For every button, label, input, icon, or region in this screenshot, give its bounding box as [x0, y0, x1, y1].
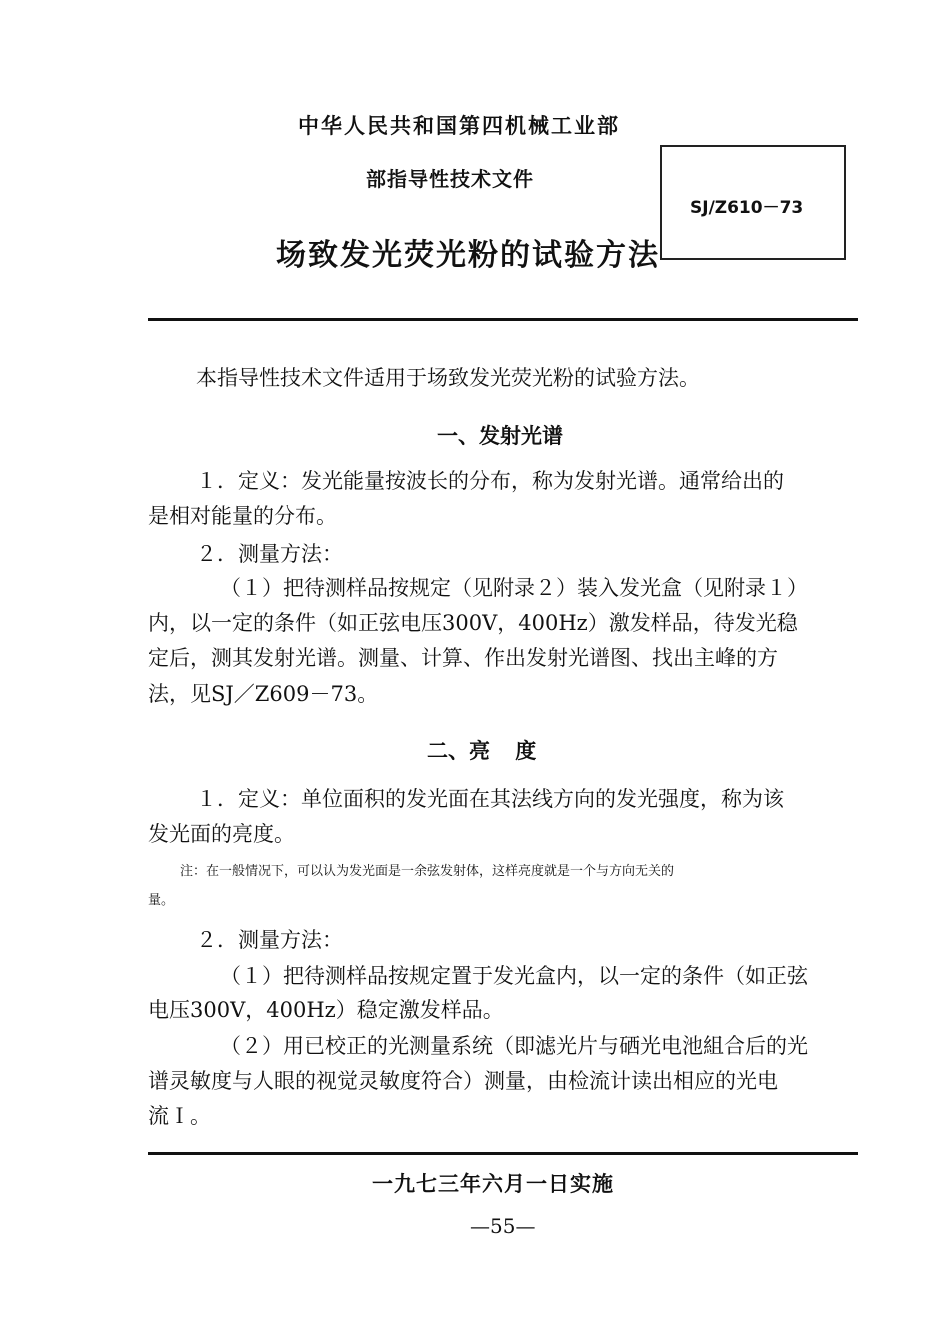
section-1-definition-line: 是相对能量的分布。	[148, 504, 337, 528]
top-divider	[148, 318, 858, 321]
section-2-definition-line: 发光面的亮度。	[148, 822, 295, 846]
section-2-heading: 二、亮 度	[427, 739, 537, 763]
document-title: 场致发光荧光粉的试验方法	[276, 238, 660, 273]
standard-code-box	[660, 145, 846, 260]
document-type: 部指导性技术文件	[366, 167, 534, 191]
section-1-heading: 一、发射光谱	[437, 424, 563, 448]
section-2-note-line: 注：在一般情况下，可以认为发光面是一余弦发射体，这样亮度就是一个与方向无关的	[180, 864, 675, 879]
bottom-divider	[148, 1152, 858, 1155]
section-1-method-line: （１）把待测样品按规定（见附录２）装入发光盒（见附录１）	[220, 576, 808, 600]
section-2-method-2-line: 流Ｉ。	[148, 1104, 211, 1128]
section-1-method-line: 定后，测其发射光谱。测量、计算、作出发射光谱图、找出主峰的方	[148, 646, 778, 670]
section-2-note-line: 量。	[148, 893, 175, 908]
section-1-definition-line: １．定义：发光能量按波长的分布，称为发射光谱。通常给出的	[196, 469, 784, 493]
section-2-method-2-line: 谱灵敏度与人眼的视觉灵敏度符合）测量，由检流计读出相应的光电	[148, 1069, 778, 1093]
standard-code: SJ/Z610－73	[690, 198, 804, 218]
intro-paragraph: 本指导性技术文件适用于场致发光荧光粉的试验方法。	[196, 366, 700, 390]
ministry-name: 中华人民共和国第四机械工业部	[298, 114, 620, 138]
section-2-method-1-line: 电压300V，400Hz）稳定激发样品。	[148, 998, 504, 1022]
section-1-method-line: 内，以一定的条件（如正弦电压300V，400Hz）激发样品，待发光稳	[148, 611, 798, 635]
section-2-method-heading: ２．测量方法：	[196, 928, 343, 952]
section-2-method-1-line: （１）把待测样品按规定置于发光盒内，以一定的条件（如正弦	[220, 964, 808, 988]
section-1-method-heading: ２．测量方法：	[196, 542, 343, 566]
section-1-method-line: 法，见SJ／Z609－73。	[148, 682, 379, 706]
effective-date: 一九七三年六月一日实施	[372, 1172, 614, 1196]
section-2-method-2-line: （２）用已校正的光测量系统（即滤光片与硒光电池組合后的光	[220, 1034, 808, 1058]
section-2-definition-line: １．定义：单位面积的发光面在其法线方向的发光强度，称为该	[196, 787, 784, 811]
page-number: —55—	[470, 1214, 536, 1238]
